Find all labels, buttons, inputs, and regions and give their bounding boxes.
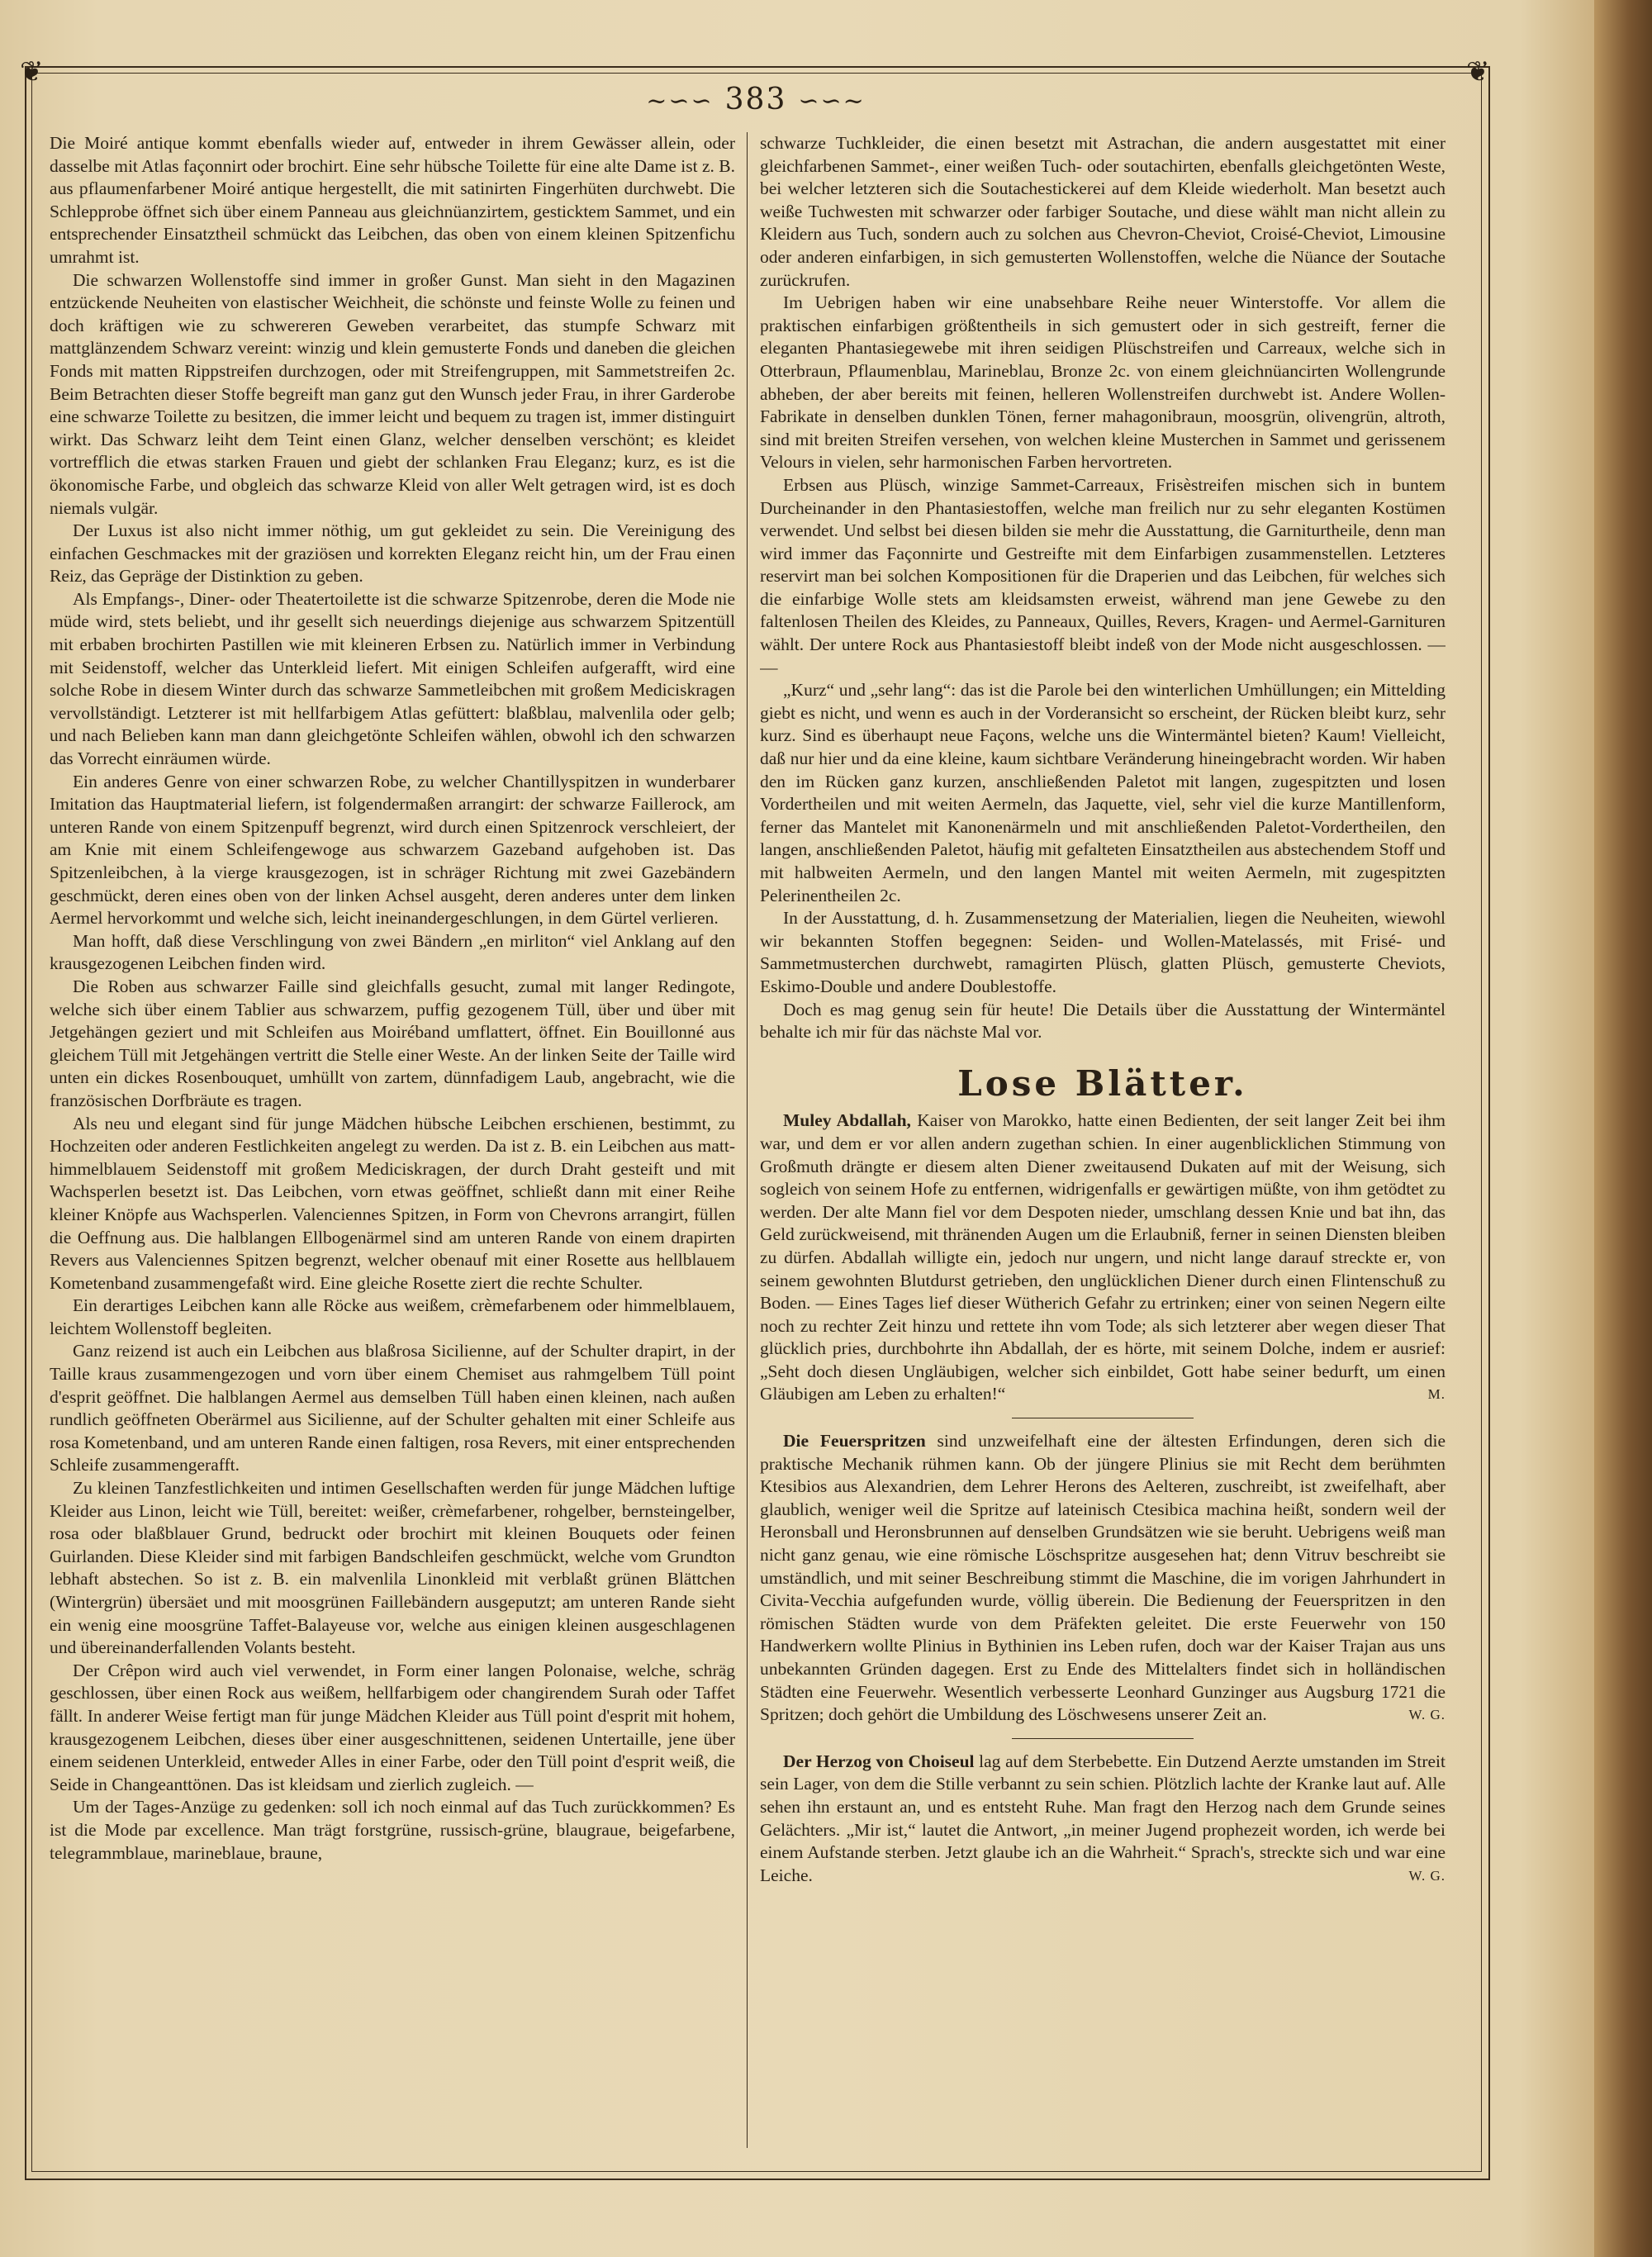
separator-rule	[1012, 1738, 1194, 1739]
anecdote-lead: Die Feuerspritzen	[783, 1431, 926, 1452]
flourish-left-icon: ~∽∽	[646, 87, 714, 116]
anecdote-text: lag auf dem Sterbebette. Ein Dutzend Aerzte umstanden im Streit sein Lager, von dem die Stille verbannt zu sein schien. Plötzlich lachte der Kranke laut auf. Alle sehen ihn erstaunt an, und es entsteht Ruhe. Man fragt den Herzog nach dem Grunde seines Gelächters. „Mir ist,“ lautet die Antwort, „in meiner Jugend prophezeit worden, ich werde bei einem Aufstande sterben. Jetzt glaube ich an die Wahrheit.“ Sprach's, streckte sich und war eine Leiche.	[760, 1751, 1446, 1885]
paragraph: Im Uebrigen haben wir eine unabsehbare Reihe neuer Winterstoffe. Vor allem die praktischen einfarbigen größtentheils in sich gemustert oder in sich gestreift, ferner die eleganten Phantasiegewebe mit ihren seidigen Plüschstreifen und Carreaux, welche sich in Otterbraun, Pflaumenblau, Marineblau, Bronze 2c. von einem gleichnüancirten Wollengrunde abheben, der aber bereits mit feinen, helleren Wollenstreifen durchwebt ist. Andere Wollen-Fabrikate in denselben dunklen Tönen, ferner mahagonibraun, moosgrün, olivengrün, altroth, sind mit breiten Streifen versehen, von welchen kleine Musterchen in Sammet und gerissenem Velours in vielen, sehr harmonischen Farben hervortreten.	[760, 292, 1446, 473]
anecdote	[760, 1109, 1446, 1406]
paragraph: Die Roben aus schwarzer Faille sind gleichfalls gesucht, zumal mit langer Redingote, welche sich über einem Tablier aus schwarzem, puffig gezogenem Tüll, über und über mit Jetgehängen geziert und mit Schleifen aus Moiréband umflattert, öffnet. Ein Bouillonné aus gleichem Tüll mit Jetgehängen vertritt die Stelle einer Weste. An der linken Seite der Taille wird unten ein dickes Rosenbouquet, umhüllt von zartem, dünnfadigem Laub, angebracht, wie die französischen Dorfbräute es tragen.	[50, 976, 735, 1110]
book-binding	[1594, 0, 1652, 2257]
paragraph: Der Crêpon wird auch viel verwendet, in Form einer langen Polonaise, welche, schräg geschlossen, über einen Rock aus weißem, hellfarbigem oder changirendem Surah oder Taffet fällt. In anderer Weise fertigt man für junge Mädchen Kleider aus Tüll point d'esprit mit hohem, krausgezogenem Leibchen, dieses über einer ausgeschnittenen, seidenen Untertaille, jene über einem seidenen Unterkleid, entweder Alles in einer Farbe, oder den Tüll point d'esprit weiß, die Seide in Changeanttönen. Das ist kleidsam und zierlich zugleich. —	[50, 1660, 735, 1794]
column-divider	[747, 132, 748, 2148]
paragraph: Als Empfangs-, Diner- oder Theatertoilette ist die schwarze Spitzenrobe, deren die Mode nie müde wird, stets beliebt, und ihr gesellt sich neuerdings diejenige aus schwarzem Spitzentüll mit erbaben brochirten Pastillen wie mit kleineren Erbsen zu. Natürlich immer in Verbindung mit Seidenstoff, welcher das Unterkleid liefert. Mit einigen Schleifen aufgerafft, wird eine solche Robe in diesem Winter durch das schwarze Sammetleibchen mit großem Mediciskragen vervollständigt. Letzterer ist mit hellfarbigem Atlas gefüttert: blaßblau, malvenlila oder gelb; und nach Belieben kann man dann gleichgetönte Schleifen wählen, obwohl ich den schwarzen das Vorrecht einräumen würde.	[50, 588, 735, 769]
anecdote-lead: Der Herzog von Choiseul	[783, 1751, 975, 1771]
paragraph: Ein anderes Genre von einer schwarzen Robe, zu welcher Chantillyspitzen in wunderbarer Imitation das Hauptmaterial liefern, ist folgendermaßen arrangirt: der schwarze Faillerock, am unteren Rande von einem Spitzenpuff begrenzt, wird durch einen Spitzenrock verschleiert, der am Knie mit einem Schleifengewoge aus schwarzem Gazeband aufgehoben ist. Das Spitzenleibchen, à la vierge krausgezogen, ist in schräger Richtung mit zwei Gazebändern geschmückt, deren eines oben von der linken Achsel ausgeht, deren anderes unter dem linken Aermel hervorkommt und welche sich, leicht ineinandergeschlungen, in dem Gürtel verlieren.	[50, 771, 735, 929]
anecdote-signature: W. G.	[1408, 1867, 1446, 1884]
flourish-right-icon: ∽∽~	[798, 87, 866, 116]
paragraph: Erbsen aus Plüsch, winzige Sammet-Carreaux, Frisèstreifen mischen sich in buntem Durcheinander in den Phantasiestoffen, welche man freilich nur zu sehr eleganten Kostümen verwendet. Und selbst bei diesen bilden sie mehr die Ausstattung, die Garniturtheile, denn man wird immer das Façonnirte und Gestreifte mit dem Einfarbigen zusammenstellen. Letzteres reservirt man bei solchen Kompositionen für die Draperien und das Leibchen, für welches sich die einfarbige Wolle stets am kleidsamsten erweist, während man jene Gewebe zu den faltenlosen Theilen des Kleides, zu Panneaux, Quilles, Revers, Kragen- und Aermel-Garnituren wählt. Der untere Rock aus Phantasiestoff bleibt indeß von der Mode nicht ausgeschlossen. — —	[760, 474, 1446, 677]
right-column	[760, 132, 1446, 2140]
section-title: Lose Blätter.	[957, 1062, 1248, 1104]
anecdote-text: sind unzweifelhaft eine der ältesten Erfindungen, deren sich die praktische Mechanik rühmen kann. Ob der jüngere Plinius sie mit Recht dem berühmten Ktesibios aus Alexandrien, dem Lehrer Herons des Aelteren, zuschreibt, ist zweifelhaft, aber glaublich, weniger weil die Spritze auf lateinisch Ctesibica machina heißt, sondern weil der Heronsball und Heronsbrunnen auf denselben Grundsätzen wie sie beruht. Uebrigens weiß man nicht ganz genau, wie eine römische Löschspritze ausgesehen hat; denn Vitruv beschreibt sie umständlich, und mit seiner Beschreibung stimmt die Maschine, die im vorigen Jahrhundert in Civita-Vecchia aufgefunden wurde, völlig überein. Die Bedienung der Feuerspritzen in den römischen Städten wurde von dem Präfekten geleitet. Die erste Feuerwehr von 150 Handwerkern wollte Plinius in Bythinien ins Leben rufen, doch war der Kaiser Trajan aus uns unbekannten Gründen dagegen. Erst zu Ende des Mittelalters findet sich in holländischen Städten eine Feuerwehr. Wesentlich verbesserte Leonhard Gunzinger aus Augsburg 1721 die Spritzen; doch gehört die Umbildung des Löschwesens unserer Zeit an.	[760, 1431, 1446, 1725]
paragraph: Zu kleinen Tanzfestlichkeiten und intimen Gesellschaften werden für junge Mädchen luftige Kleider aus Linon, leicht wie Tüll, bereitet: weißer, crèmefarbener, rohgelber, bernsteingelber, rosa oder blaßblauer Grund, bedruckt oder brochirt mit kleinen Bouquets oder feinen Guirlanden. Diese Kleider sind mit farbigen Bandschleifen geschmückt, welche vom Grundton lebhaft abstechen. So ist z. B. ein malvenlila Linonkleid mit verblaßt grünen Blättchen (Wintergrün) übersäet und mit moosgrünen Faillebändern ausgeputzt; am unteren Rande sieht ein wenig eine moosgrüne Taffet-Balayeuse vor, welche aus einigen kleinen ausgeschlagenen und übereinanderfallenden Volants besteht.	[50, 1478, 735, 1658]
paragraph: Man hofft, daß diese Verschlingung von zwei Bändern „en mirliton“ viel Anklang auf den krausgezogenen Leibchen finden wird.	[50, 930, 735, 974]
paragraph: Ganz reizend ist auch ein Leibchen aus blaßrosa Sicilienne, auf der Schulter drapirt, in der Taille kraus zusammengezogen und vorn über einem Chemiset aus rahmgelbem Tüll point d'esprit geöffnet. Die halblangen Aermel aus demselben Tüll haben einen kleinen, nach außen rundlich geöffneten Oberärmel aus Sicilienne, auf der Schulter gehalten mit einer Schleife aus rosa Kometenband, und am unteren Rande einen faltigen, rosa Revers, mit einer entsprechenden Schleife zusammengerafft.	[50, 1341, 735, 1475]
page-number: 383	[724, 83, 787, 116]
paragraph: Die schwarzen Wollenstoffe sind immer in großer Gunst. Man sieht in den Magazinen entzückende Neuheiten von elastischer Weichheit, die schönste und feinste Wolle zu feinen und doch kräftigen wie zu schwereren Geweben verarbeitet, das stumpfe Schwarz mit mattglänzendem Schwarz vereint: winzig und klein gemusterte Fonds und daneben die gleichen Fonds mit matten Rippstreifen durchzogen, oder mit Streifengruppen, mit Sammetstreifen 2c. Beim Betrachten dieser Stoffe begreift man ganz gut den Wunsch jeder Frau, in ihrer Garderobe eine schwarze Toilette zu besitzen, die immer leicht und bequem zu tragen ist, immer distinguirt wirkt. Das Schwarz leiht dem Teint einen Glanz, welcher denselben verschönt; es kleidet vortrefflich die etwas starken Frauen und giebt der schlanken Frau Eleganz; kurz, es ist die ökonomische Farbe, und obgleich das schwarze Kleid von aller Welt getragen wird, ist es doch niemals vulgär.	[50, 269, 735, 518]
anecdote-signature: W. G.	[1408, 1707, 1446, 1723]
paragraph: Ein derartiges Leibchen kann alle Röcke aus weißem, crèmefarbenem oder himmelblauem, leichtem Wollenstoff begleiten.	[50, 1295, 735, 1338]
paragraph: Als neu und elegant sind für junge Mädchen hübsche Leibchen erschienen, bestimmt, zu Hochzeiten oder anderen Festlichkeiten angelegt zu werden. Da ist z. B. ein Leibchen aus matt-himmelblauem Seidenstoff mit großem Mediciskragen, der durch Draht gesteift und mit Wachsperlen besetzt ist. Das Leibchen, vorn etwas geöffnet, schließt dann mit einer Reihe kleiner Knöpfe aus Wachsperlen. Valenciennes Spitzen, in Form von Chevrons arrangirt, füllen die Oeffnung aus. Die halblangen Ellbogenärmel sind am unteren Rande von einem drapirten Revers aus Valenciennes Spitzen begrenzt, welcher obenauf mit einer Rosette aus hellblauem Kometenband zusammengefaßt wird. Eine gleiche Rosette ziert die rechte Schulter.	[50, 1113, 735, 1293]
paragraph: In der Ausstattung, d. h. Zusammensetzung der Materialien, liegen die Neuheiten, wiewohl wir bekannten Stoffen begegnen: Seiden- und Wollen-Matelassés, mit Frisé- und Sammetmusterchen durchwebt, ramagirten Plüsch, glatten Plüsch, gemusterte Cheviots, Eskimo-Double und andere Doublestoffe.	[760, 908, 1446, 996]
paragraph: Die Moiré antique kommt ebenfalls wieder auf, entweder in ihrem Gewässer allein, oder dasselbe mit Atlas façonnirt oder brochirt. Eine sehr hübsche Toilette für eine alte Dame ist z. B. aus pflaumenfarbener Moiré antique hergestellt, die mit satinirten Fingerhüten durchwebt. Die Schlepprobe öffnet sich über einem Panneau aus gleichnüanzirtem, gesticktem Sammet, und ein entsprechender Einsatztheil schmückt das Leibchen, das oben von einem kleinen Spitzenfichu umrahmt ist.	[50, 133, 735, 267]
anecdote	[760, 1751, 1446, 1888]
paragraph: Doch es mag genug sein für heute! Die Details über die Ausstattung der Wintermäntel behalte ich mir für das nächste Mal vor.	[760, 999, 1446, 1043]
corner-ornament-icon: ❦	[20, 55, 44, 88]
left-column	[50, 132, 735, 2140]
anecdote-text: Kaiser von Marokko, hatte einen Bedienten, der seit langer Zeit bei ihm war, und dem er vor allen andern zugethan schien. In einer augenblicklichen Stimmung von Großmuth drängte er diesem alten Diener zweitausend Dukaten auf mit der Weisung, sich sogleich von seinem Hofe zu entfernen, widrigenfalls er gewärtigen müßte, von ihm getödtet zu werden. Der alte Mann fiel vor dem Despoten nieder, umschlang dessen Knie und bat ihn, das Geld zurückweisend, mit thränenden Augen um die Erlaubniß, ferner in seinen Diensten bleiben zu dürfen. Abdallah willigte ein, jedoch nur ungern, und nicht lange darauf streckte er, von seinem gewohnten Blutdurst getrieben, den unglücklichen Diener durch einen Flintenschuß zu Boden. — Eines Tages lief dieser Wütherich Gefahr zu ertrinken; einer von seinen Negern eilte noch zu rechter Zeit hinzu und rettete ihn vom Tode; als sich letzterer aber wegen dieser That glücklich pries, durchbohrte ihn Abdallah, der es hörte, mit seinem Dolche, indem er ausrief: „Seht doch diesen Ungläubigen, welcher sich einbildet, Gott habe seiner bedurft, um einen Gläubigen am Leben zu erhalten!“	[760, 1110, 1446, 1404]
paragraph: „Kurz“ und „sehr lang“: das ist die Parole bei den winterlichen Umhüllungen; ein Mittelding giebt es nicht, und wenn es auch in der Vorderansicht so erscheint, der Rücken bleibt kurz, sehr kurz. Sind es überhaupt neue Façons, welche uns die Wintermäntel bieten? Kaum! Vielleicht, daß nur hier und da eine kleine, kaum sichtbare Veränderung hineingebracht worden. Wir haben den im Rücken ganz kurzen, anschließenden Paletot mit langen, zugespitzten und losen Vordertheilen und mit weiten Aermeln, das Jaquette, viel, sehr viel die kurze Mantillenform, ferner das Mantelet mit Kanonenärmeln und mit anschließenden Paletot-Vordertheilen, den langen, anschließenden Paletot, häufig mit gefalteten Einsatztheilen aus abstechendem Stoff und mit halbweiten Aermeln, und den langen Mantel mit weiten Aermeln, mit zugespitzten Pelerinentheilen 2c.	[760, 680, 1446, 905]
page-header	[0, 83, 1512, 116]
anecdote-signature: M.	[1427, 1386, 1446, 1403]
anecdote	[760, 1430, 1446, 1727]
paragraph: Der Luxus ist also nicht immer nöthig, um gut gekleidet zu sein. Die Vereinigung des einfachen Geschmackes mit der graziösen und korrekten Eleganz reicht hin, um der Frau einen Reiz, das Gepräge der Distinktion zu geben.	[50, 520, 735, 587]
corner-ornament-icon: ❦	[1466, 55, 1490, 88]
paragraph: schwarze Tuchkleider, die einen besetzt mit Astrachan, die andern ausgestattet mit einer gleichfarbenen Sammet-, einer weißen Tuch- oder soutachirten, ebenfalls gleichgetönten Weste, bei welcher letzteren sich die Soutachestickerei auf dem Kleide wiederholt. Man besetzt auch weiße Tuchwesten mit schwarzer oder farbiger Soutache, und diese wählt man nicht allein zu Kleidern aus Tuch, sondern auch zu solchen aus Chevron-Cheviot, Croisé-Cheviot, Limousine oder anderen einfarbigen, in sich gemusterten Wollenstoffen, welche die Nüance der Soutache zurückrufen.	[760, 133, 1446, 290]
anecdote-lead: Muley Abdallah,	[783, 1110, 911, 1131]
paragraph: Um der Tages-Anzüge zu gedenken: soll ich noch einmal auf das Tuch zurückkommen? Es ist die Mode par excellence. Man trägt forstgrüne, russisch-grüne, blaugraue, beigefarbene, telegrammblaue, marineblaue, braune,	[50, 1797, 735, 1863]
